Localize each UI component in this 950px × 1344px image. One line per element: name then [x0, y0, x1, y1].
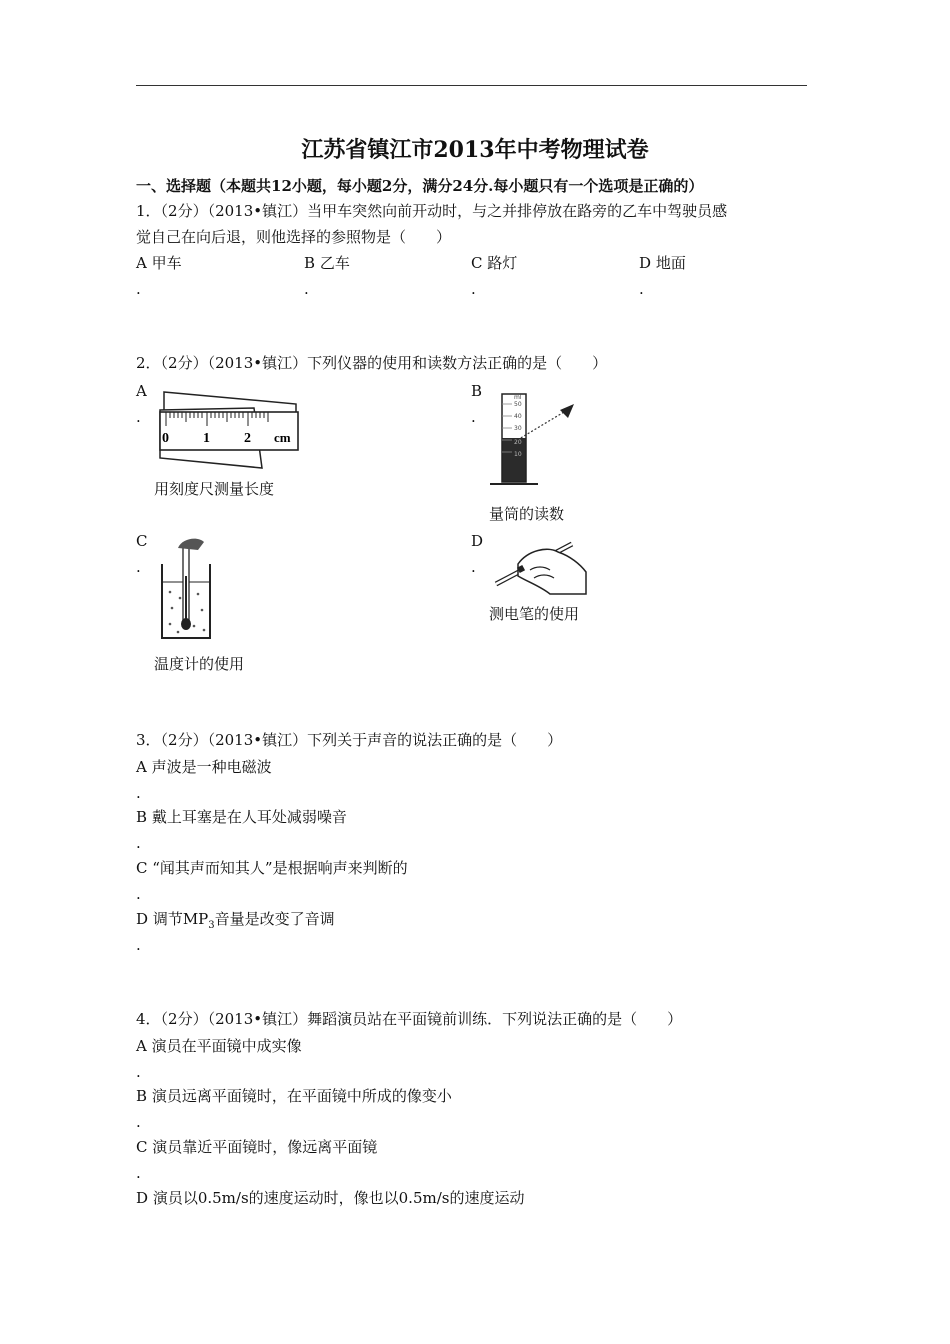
- ruler-figure: [156, 384, 302, 470]
- option-dot: .: [136, 784, 141, 802]
- option-text: 乙车: [319, 254, 350, 272]
- q1-option-b[interactable]: [304, 253, 350, 273]
- test-pen-figure: [488, 536, 592, 596]
- ruler-label-1: 1: [203, 431, 210, 446]
- q4-option-b[interactable]: [136, 1086, 452, 1106]
- q4-option-c[interactable]: [136, 1137, 377, 1157]
- cylinder-figure: [484, 390, 584, 490]
- option-dot: .: [136, 408, 141, 426]
- option-text: 演员远离平面镜时，在平面镜中所成的像变小: [151, 1087, 452, 1105]
- q4-stem: 4．（2分）（2013•镇江）舞蹈演员站在平面镜前训练．下列说法正确的是（ ）: [136, 1010, 683, 1028]
- option-dot: .: [136, 280, 141, 298]
- q3-option-a[interactable]: [136, 757, 272, 777]
- cylinder-label-10: 10: [514, 451, 522, 458]
- option-text: “闻其声而知其人”是根据响声来判断的: [152, 859, 408, 877]
- option-text: 调节MP: [152, 910, 209, 928]
- section-heading: 一、选择题（本题共12小题，每小题2分，满分24分.每小题只有一个选项是正确的）: [136, 177, 704, 195]
- option-text: 地面: [655, 254, 686, 272]
- q2-option-d-caption: 测电笔的使用: [489, 605, 580, 623]
- cylinder-label-50: 50: [514, 401, 522, 408]
- option-letter: A: [136, 758, 147, 776]
- option-letter: D: [639, 254, 652, 272]
- option-dot: .: [471, 408, 476, 426]
- option-letter: B: [304, 254, 316, 272]
- option-dot: .: [639, 280, 644, 298]
- option-letter: B: [136, 808, 148, 826]
- header-rule: [136, 85, 807, 86]
- q3-option-d[interactable]: [136, 909, 335, 936]
- option-dot: .: [136, 1063, 141, 1081]
- option-text-rest: 音量是改变了音调: [214, 910, 335, 928]
- q2-option-d-letter[interactable]: D: [471, 532, 484, 550]
- q1-stem-line1: 1．（2分）（2013•镇江）当甲车突然向前开动时，与之并排停放在路旁的乙车中驾驶员感: [136, 202, 728, 220]
- cylinder-label-20: 20: [514, 439, 522, 446]
- ruler-label-2: 2: [244, 431, 251, 446]
- q2-option-b-caption: 量筒的读数: [489, 505, 565, 523]
- q2-option-b-letter[interactable]: B: [471, 382, 483, 400]
- q3-option-c[interactable]: [136, 858, 408, 878]
- option-text: 演员以0.5m/s的速度运动时，像也以0.5m/s的速度运动: [152, 1189, 525, 1207]
- option-letter: C: [136, 859, 148, 877]
- q4-option-d[interactable]: [136, 1188, 524, 1208]
- q1-stem-line2: 觉自己在向后退，则他选择的参照物是（ ）: [136, 228, 452, 246]
- q4-option-a[interactable]: [136, 1036, 302, 1056]
- option-letter: D: [136, 910, 149, 928]
- option-text: 戴上耳塞是在人耳处减弱噪音: [151, 808, 347, 826]
- option-dot: .: [136, 936, 141, 954]
- q2-option-a-caption: 用刻度尺测量长度: [154, 480, 275, 498]
- option-dot: .: [304, 280, 309, 298]
- option-letter: C: [471, 254, 483, 272]
- cylinder-label-40: 40: [514, 413, 522, 420]
- cylinder-label-ml: ml: [514, 394, 522, 401]
- option-dot: .: [471, 280, 476, 298]
- option-dot: .: [136, 834, 141, 852]
- option-text: 声波是一种电磁波: [151, 758, 272, 776]
- option-letter: D: [136, 1189, 149, 1207]
- ruler-label-0: 0: [162, 431, 169, 446]
- page-title: 江苏省镇江市2013年中考物理试卷: [301, 137, 649, 163]
- q1-option-a[interactable]: [136, 253, 182, 273]
- option-letter: B: [136, 1087, 148, 1105]
- q2-option-a-letter[interactable]: A: [136, 382, 147, 400]
- option-letter: A: [136, 1037, 147, 1055]
- option-dot: .: [136, 1113, 141, 1131]
- option-text: 甲车: [151, 254, 182, 272]
- option-letter: C: [136, 1138, 148, 1156]
- option-subscript: 3: [208, 920, 215, 931]
- option-dot: .: [136, 885, 141, 903]
- option-text: 路灯: [487, 254, 518, 272]
- hand-icon: [518, 549, 586, 594]
- option-dot: .: [136, 1164, 141, 1182]
- option-text: 演员在平面镜中成实像: [151, 1037, 302, 1055]
- q2-stem: 2．（2分）（2013•镇江）下列仪器的使用和读数方法正确的是（ ）: [136, 354, 608, 372]
- eye-icon: [560, 404, 574, 418]
- hand-icon: [178, 539, 204, 550]
- q3-option-b[interactable]: [136, 807, 347, 827]
- q1-option-d[interactable]: [639, 253, 686, 273]
- cylinder-label-30: 30: [514, 425, 522, 432]
- ruler-label-cm: cm: [274, 430, 291, 445]
- option-text: 演员靠近平面镜时，像远离平面镜: [152, 1138, 378, 1156]
- option-dot: .: [471, 558, 476, 576]
- option-letter: A: [136, 254, 147, 272]
- thermometer-figure: [158, 536, 218, 644]
- q2-option-c-caption: 温度计的使用: [154, 655, 245, 673]
- q2-option-c-letter[interactable]: C: [136, 532, 148, 550]
- q1-option-c[interactable]: [471, 253, 517, 273]
- q3-stem: 3．（2分）（2013•镇江）下列关于声音的说法正确的是（ ）: [136, 731, 563, 749]
- option-dot: .: [136, 558, 141, 576]
